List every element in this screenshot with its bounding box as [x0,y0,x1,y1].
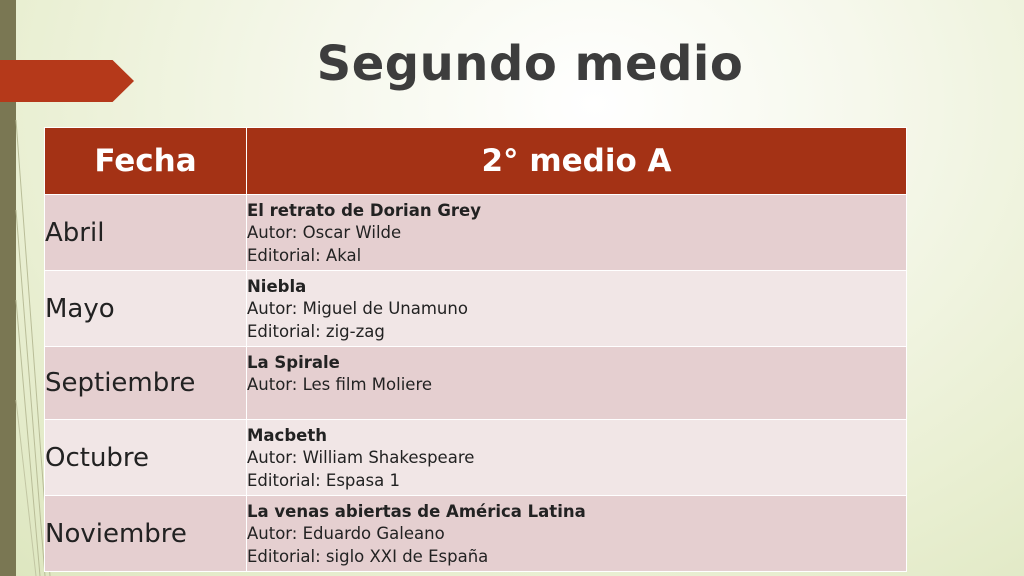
book-author: Autor: William Shakespeare [247,448,475,468]
month-cell: Octubre [45,420,247,496]
book-cell [247,271,907,347]
month-cell: Mayo [45,271,247,347]
book-editorial: Editorial: siglo XXI de España [247,546,489,566]
book-editorial: Editorial: Espasa 1 [247,470,400,490]
table-row [45,420,907,496]
month-cell: Noviembre [45,496,247,572]
book-title: El retrato de Dorian Grey [247,200,481,220]
book-author: Autor: Les film Moliere [247,375,433,394]
table-row [45,347,907,420]
book-editorial: Editorial: zig-zag [247,321,385,341]
book-author: Autor: Eduardo Galeano [247,524,445,544]
book-title: Macbeth [247,425,327,445]
reading-schedule-table [44,127,907,572]
book-cell [247,195,907,271]
month-cell: Abril [45,195,247,271]
slide-title: Segundo medio [316,36,744,92]
table-header-row [45,128,907,195]
book-cell [247,496,907,572]
table-row [45,271,907,347]
header-course: 2° medio A [247,128,907,195]
book-title: Niebla [247,276,307,296]
book-author: Autor: Miguel de Unamuno [247,299,468,319]
book-cell [247,347,907,420]
book-author: Autor: Oscar Wilde [247,223,402,243]
book-title: La venas abiertas de América Latina [247,501,586,521]
header-fecha: Fecha [45,128,247,195]
table-row [45,195,907,271]
book-title: La Spirale [247,352,340,372]
month-cell: Septiembre [45,347,247,420]
table-row [45,496,907,572]
book-editorial: Editorial: Akal [247,245,362,265]
book-cell [247,420,907,496]
